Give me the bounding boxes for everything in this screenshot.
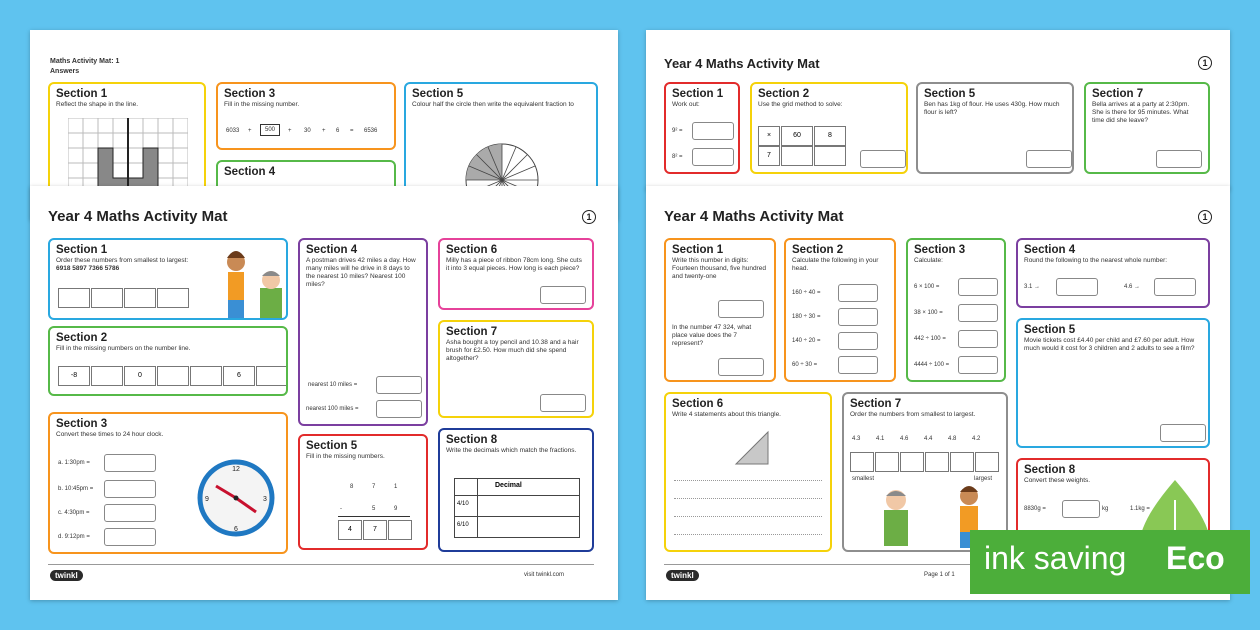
- section-text: Fill in the missing numbers.: [306, 453, 385, 460]
- section-title: Section 1: [672, 88, 724, 100]
- section-title: Section 7: [446, 326, 498, 338]
- order-answer-boxes: [58, 288, 190, 308]
- twinkl-logo: twinkl: [666, 570, 699, 581]
- answer-box[interactable]: [104, 480, 156, 498]
- eq-equals: =: [350, 128, 354, 134]
- time-item-d: d. 9:12pm =: [58, 534, 90, 540]
- section-text: A postman drives 42 miles a day. How many miles will he drive in 8 days to the nearest 10 miles? Nearest 100 miles?: [306, 257, 416, 288]
- triangle-shape: [732, 428, 772, 468]
- section-text: Movie tickets cost £4.40 per child and £7.60 per adult. How much would it cost for 3 children and 2 adults to see a film?: [1024, 337, 1195, 352]
- writing-line: [674, 480, 822, 481]
- eq-30: 30: [304, 128, 311, 134]
- convert-item-b: 1.1kg =: [1130, 506, 1150, 512]
- writing-line: [674, 498, 822, 499]
- number-line-cell: -8: [58, 366, 90, 386]
- section-text: Convert these weights.: [1024, 477, 1091, 484]
- square-8: 8² =: [672, 154, 683, 160]
- answer-box[interactable]: [1156, 150, 1202, 168]
- calc-item: 140 ÷ 20 =: [792, 338, 821, 344]
- answer-cell[interactable]: [58, 288, 90, 308]
- section-2: [784, 238, 896, 382]
- section-title: Section 5: [306, 440, 358, 452]
- section-7: [842, 392, 1008, 552]
- sum-cell[interactable]: [388, 520, 412, 540]
- section-title: Section 1: [672, 244, 724, 256]
- answer-box[interactable]: [376, 376, 422, 394]
- svg-text:9: 9: [205, 496, 209, 503]
- answer-box[interactable]: [376, 400, 422, 418]
- ink-saving-label: ink saving: [984, 540, 1127, 576]
- section-5: [298, 434, 428, 550]
- answer-cell[interactable]: [975, 452, 999, 472]
- section-text: Write this number in digits: Fourteen thousand, five hundred and twenty-one: [672, 257, 766, 280]
- back-right-sheet: [646, 30, 1230, 190]
- section-1: [664, 238, 776, 382]
- grid-cell: ×: [758, 126, 780, 146]
- answer-box[interactable]: [692, 122, 734, 140]
- section-text: Reflect the shape in the line.: [56, 101, 139, 108]
- answer-box[interactable]: [838, 332, 878, 350]
- front-right-title: Year 4 Maths Activity Mat: [664, 208, 844, 225]
- section-text: Round the following to the nearest whole number:: [1024, 257, 1168, 264]
- nearest-10-label: nearest 10 miles =: [308, 382, 358, 388]
- section-2: [48, 326, 288, 396]
- sum-row-2-op: -: [340, 506, 342, 512]
- writing-line: [674, 516, 822, 517]
- answer-box[interactable]: [104, 528, 156, 546]
- svg-text:3: 3: [263, 496, 267, 503]
- section-text: Calculate:: [914, 257, 943, 264]
- fraction-6-10: 6/10: [457, 522, 469, 528]
- answer-cell[interactable]: [850, 452, 874, 472]
- answer-cell[interactable]: [157, 288, 189, 308]
- answer-box[interactable]: [1160, 424, 1206, 442]
- section-text: Milly has a piece of ribbon 78cm long. She cuts it into 3 equal pieces. How long is each piece?: [446, 257, 582, 272]
- grid-cell: [781, 146, 813, 166]
- footer-divider: [48, 564, 594, 565]
- section-3: [48, 412, 288, 554]
- sum-answer-row: [338, 520, 413, 540]
- calc-item: 6 × 100 =: [914, 284, 940, 290]
- answer-box[interactable]: [1154, 278, 1196, 296]
- order-number: 4.6: [900, 436, 909, 442]
- back-right-section-1: [664, 82, 740, 174]
- answer-box[interactable]: [958, 330, 998, 348]
- answer-box[interactable]: [718, 358, 764, 376]
- section-text: Ben has 1kg of flour. He uses 430g. How much flour is left?: [924, 101, 1060, 116]
- section-title: Section 3: [56, 418, 108, 430]
- section-title: Section 2: [792, 244, 844, 256]
- section-title: Section 2: [758, 88, 810, 100]
- time-item-c: c. 4:30pm =: [58, 510, 90, 516]
- sum-cell[interactable]: 7: [363, 520, 387, 540]
- calc-item: 38 × 100 =: [914, 310, 943, 316]
- back-left-title: Maths Activity Mat: 1: [50, 58, 120, 65]
- answer-box[interactable]: [958, 356, 998, 374]
- answer-box[interactable]: [1056, 278, 1098, 296]
- answer-cell[interactable]: [124, 288, 156, 308]
- eq-6033: 6033: [226, 128, 240, 134]
- section-text: Bella arrives at a party at 2:30pm. She is there for 95 minutes. What time did she leave?: [1092, 101, 1190, 124]
- section-7: [438, 320, 594, 418]
- answer-box[interactable]: [838, 356, 878, 374]
- eq-500: 500: [260, 124, 280, 136]
- number-line-cell: 6: [223, 366, 255, 386]
- sum-cell[interactable]: 4: [338, 520, 362, 540]
- back-right-section-5: [916, 82, 1074, 174]
- calc-item: 60 ÷ 30 =: [792, 362, 818, 368]
- square-9: 9² =: [672, 128, 683, 134]
- answer-box[interactable]: [958, 304, 998, 322]
- number-line-cell: 0: [124, 366, 156, 386]
- back-right-section-7: [1084, 82, 1210, 174]
- section-title: Section 6: [672, 398, 724, 410]
- section-title: Section 4: [1024, 244, 1076, 256]
- answer-cell[interactable]: [925, 452, 949, 472]
- answer-box[interactable]: [1026, 150, 1072, 168]
- footer-page-count: Page 1 of 1: [924, 572, 955, 578]
- answer-box[interactable]: [860, 150, 906, 168]
- grid-method-row-2: [758, 146, 847, 166]
- grid-method-row-1: [758, 126, 847, 146]
- section-text: Colour half the circle then write the equivalent fraction to: [412, 101, 574, 108]
- front-left-sheet: [30, 186, 618, 600]
- section-title: Section 1: [56, 88, 108, 100]
- table-divider: [455, 516, 579, 517]
- page-number-icon: 1: [1198, 210, 1212, 224]
- section-title: Section 6: [446, 244, 498, 256]
- eq-plus-2: +: [288, 128, 292, 134]
- section-title: Section 3: [914, 244, 966, 256]
- eco-badge: Eco: [1166, 540, 1225, 576]
- calc-item: 180 ÷ 30 =: [792, 314, 821, 320]
- section-title: Section 7: [850, 398, 902, 410]
- answer-box[interactable]: [104, 504, 156, 522]
- eq-6: 6: [336, 128, 340, 134]
- section-text: Calculate the following in your head.: [792, 257, 879, 272]
- kg-unit: kg: [1102, 506, 1109, 512]
- order-number: 4.4: [924, 436, 933, 442]
- answer-cell[interactable]: [875, 452, 899, 472]
- table-divider: [455, 495, 579, 496]
- decimal-table: [454, 478, 580, 538]
- grid-cell: 8: [814, 126, 846, 146]
- twinkl-logo: twinkl: [50, 570, 83, 581]
- nearest-100-label: nearest 100 miles =: [306, 406, 359, 412]
- back-left-section-3: [216, 82, 396, 150]
- section-title: Section 8: [446, 434, 498, 446]
- answer-box[interactable]: [1062, 500, 1100, 518]
- time-item-a: a. 1:30pm =: [58, 460, 90, 466]
- section-4: [1016, 238, 1210, 308]
- grid-cell: 60: [781, 126, 813, 146]
- section-title: Section 5: [1024, 324, 1076, 336]
- answer-box[interactable]: [540, 394, 586, 412]
- svg-text:12: 12: [232, 466, 240, 473]
- order-number: 4.2: [972, 436, 981, 442]
- sum-row-1-b: 7: [372, 484, 376, 490]
- largest-label: largest: [974, 476, 993, 482]
- section-6: [438, 238, 594, 310]
- section-title: Section 5: [412, 88, 464, 100]
- number-line-cell[interactable]: [91, 366, 123, 386]
- section-6: [664, 392, 832, 552]
- section-text: Write 4 statements about this triangle.: [672, 411, 781, 418]
- page-number-icon: 1: [582, 210, 596, 224]
- section-title: Section 1: [56, 244, 108, 256]
- time-item-b: b. 10:45pm =: [58, 486, 94, 492]
- numbers-to-order: 6918 5897 7366 5786: [56, 265, 120, 272]
- back-right-title: Year 4 Maths Activity Mat: [664, 56, 820, 71]
- section-3: [906, 238, 1006, 382]
- order-number: 4.3: [852, 436, 861, 442]
- table-divider: [477, 479, 478, 537]
- section-text: Order these numbers from smallest to largest:: [56, 257, 189, 264]
- ink-saving-banner: [970, 530, 1250, 594]
- order-number: 4.8: [948, 436, 957, 442]
- section-title: Section 2: [56, 332, 108, 344]
- sum-row-2-c: 9: [394, 506, 398, 512]
- sum-answer-line: [338, 516, 410, 517]
- decimal-header: Decimal: [495, 482, 522, 489]
- answer-cell[interactable]: [900, 452, 924, 472]
- clock-icon: [196, 458, 276, 538]
- sum-row-1-c: 1: [394, 484, 398, 490]
- eq-plus-3: +: [322, 128, 326, 134]
- eq-6536: 6536: [364, 128, 378, 134]
- section-5: [1016, 318, 1210, 448]
- answer-cell[interactable]: [91, 288, 123, 308]
- calc-item: 442 ÷ 100 =: [914, 336, 946, 342]
- answer-box[interactable]: [104, 454, 156, 472]
- section-text: Fill in the missing number.: [224, 101, 300, 108]
- section-title: Section 5: [924, 88, 976, 100]
- order-number: 4.1: [876, 436, 885, 442]
- sum-row-2-b: 5: [372, 506, 376, 512]
- number-line-cell[interactable]: [157, 366, 189, 386]
- cartoon-children: [216, 244, 286, 320]
- section-1: [48, 238, 288, 320]
- number-line-cell[interactable]: [256, 366, 288, 386]
- section-text: Asha bought a toy pencil and 10.38 and a hair brush for £2.50. How much did she spend altogether?: [446, 339, 579, 362]
- section-title: Section 3: [224, 88, 276, 100]
- answer-box[interactable]: [718, 300, 764, 318]
- grid-cell: 7: [758, 146, 780, 166]
- writing-line: [674, 534, 822, 535]
- section-title: Section 4: [224, 166, 276, 178]
- round-item-a: 3.1 →: [1024, 284, 1041, 290]
- section-text: Work out:: [672, 101, 700, 108]
- number-line: [58, 366, 288, 386]
- front-left-title: Year 4 Maths Activity Mat: [48, 208, 228, 225]
- fraction-4-10: 4/10: [457, 501, 469, 507]
- section-8: [438, 428, 594, 552]
- section-text: Write the decimals which match the fractions.: [446, 447, 577, 454]
- section-text: Order the numbers from smallest to largest.: [850, 411, 976, 418]
- page-number-icon: 1: [1198, 56, 1212, 70]
- answer-cell[interactable]: [950, 452, 974, 472]
- section-text: Convert these times to 24 hour clock.: [56, 431, 164, 438]
- smallest-label: smallest: [852, 476, 875, 482]
- grid-cell: [814, 146, 846, 166]
- section-title: Section 4: [306, 244, 358, 256]
- section-text-2: In the number 47 324, what place value does the 7 represent?: [672, 324, 752, 347]
- answer-box[interactable]: [838, 308, 878, 326]
- section-4: [298, 238, 428, 426]
- calc-item: 160 ÷ 40 =: [792, 290, 821, 296]
- back-right-section-2: [750, 82, 908, 174]
- answer-box[interactable]: [838, 284, 878, 302]
- section-title: Section 8: [1024, 464, 1076, 476]
- order-answer-boxes: [850, 452, 1000, 472]
- back-left-subtitle: Answers: [50, 68, 80, 75]
- answer-box[interactable]: [692, 148, 734, 166]
- number-line-cell[interactable]: [190, 366, 222, 386]
- section-title: Section 7: [1092, 88, 1144, 100]
- convert-item-a: 8830g =: [1024, 506, 1046, 512]
- sum-row-1-a: 8: [350, 484, 354, 490]
- section-text: Use the grid method to solve:: [758, 101, 843, 108]
- eq-plus-1: +: [248, 128, 252, 134]
- calc-item: 4444 ÷ 100 =: [914, 362, 950, 368]
- answer-box[interactable]: [958, 278, 998, 296]
- round-item-b: 4.6 →: [1124, 284, 1141, 290]
- footer-website: visit twinkl.com: [524, 572, 565, 578]
- answer-box[interactable]: [540, 286, 586, 304]
- svg-text:6: 6: [234, 526, 238, 533]
- section-text: Fill in the missing numbers on the number line.: [56, 345, 191, 352]
